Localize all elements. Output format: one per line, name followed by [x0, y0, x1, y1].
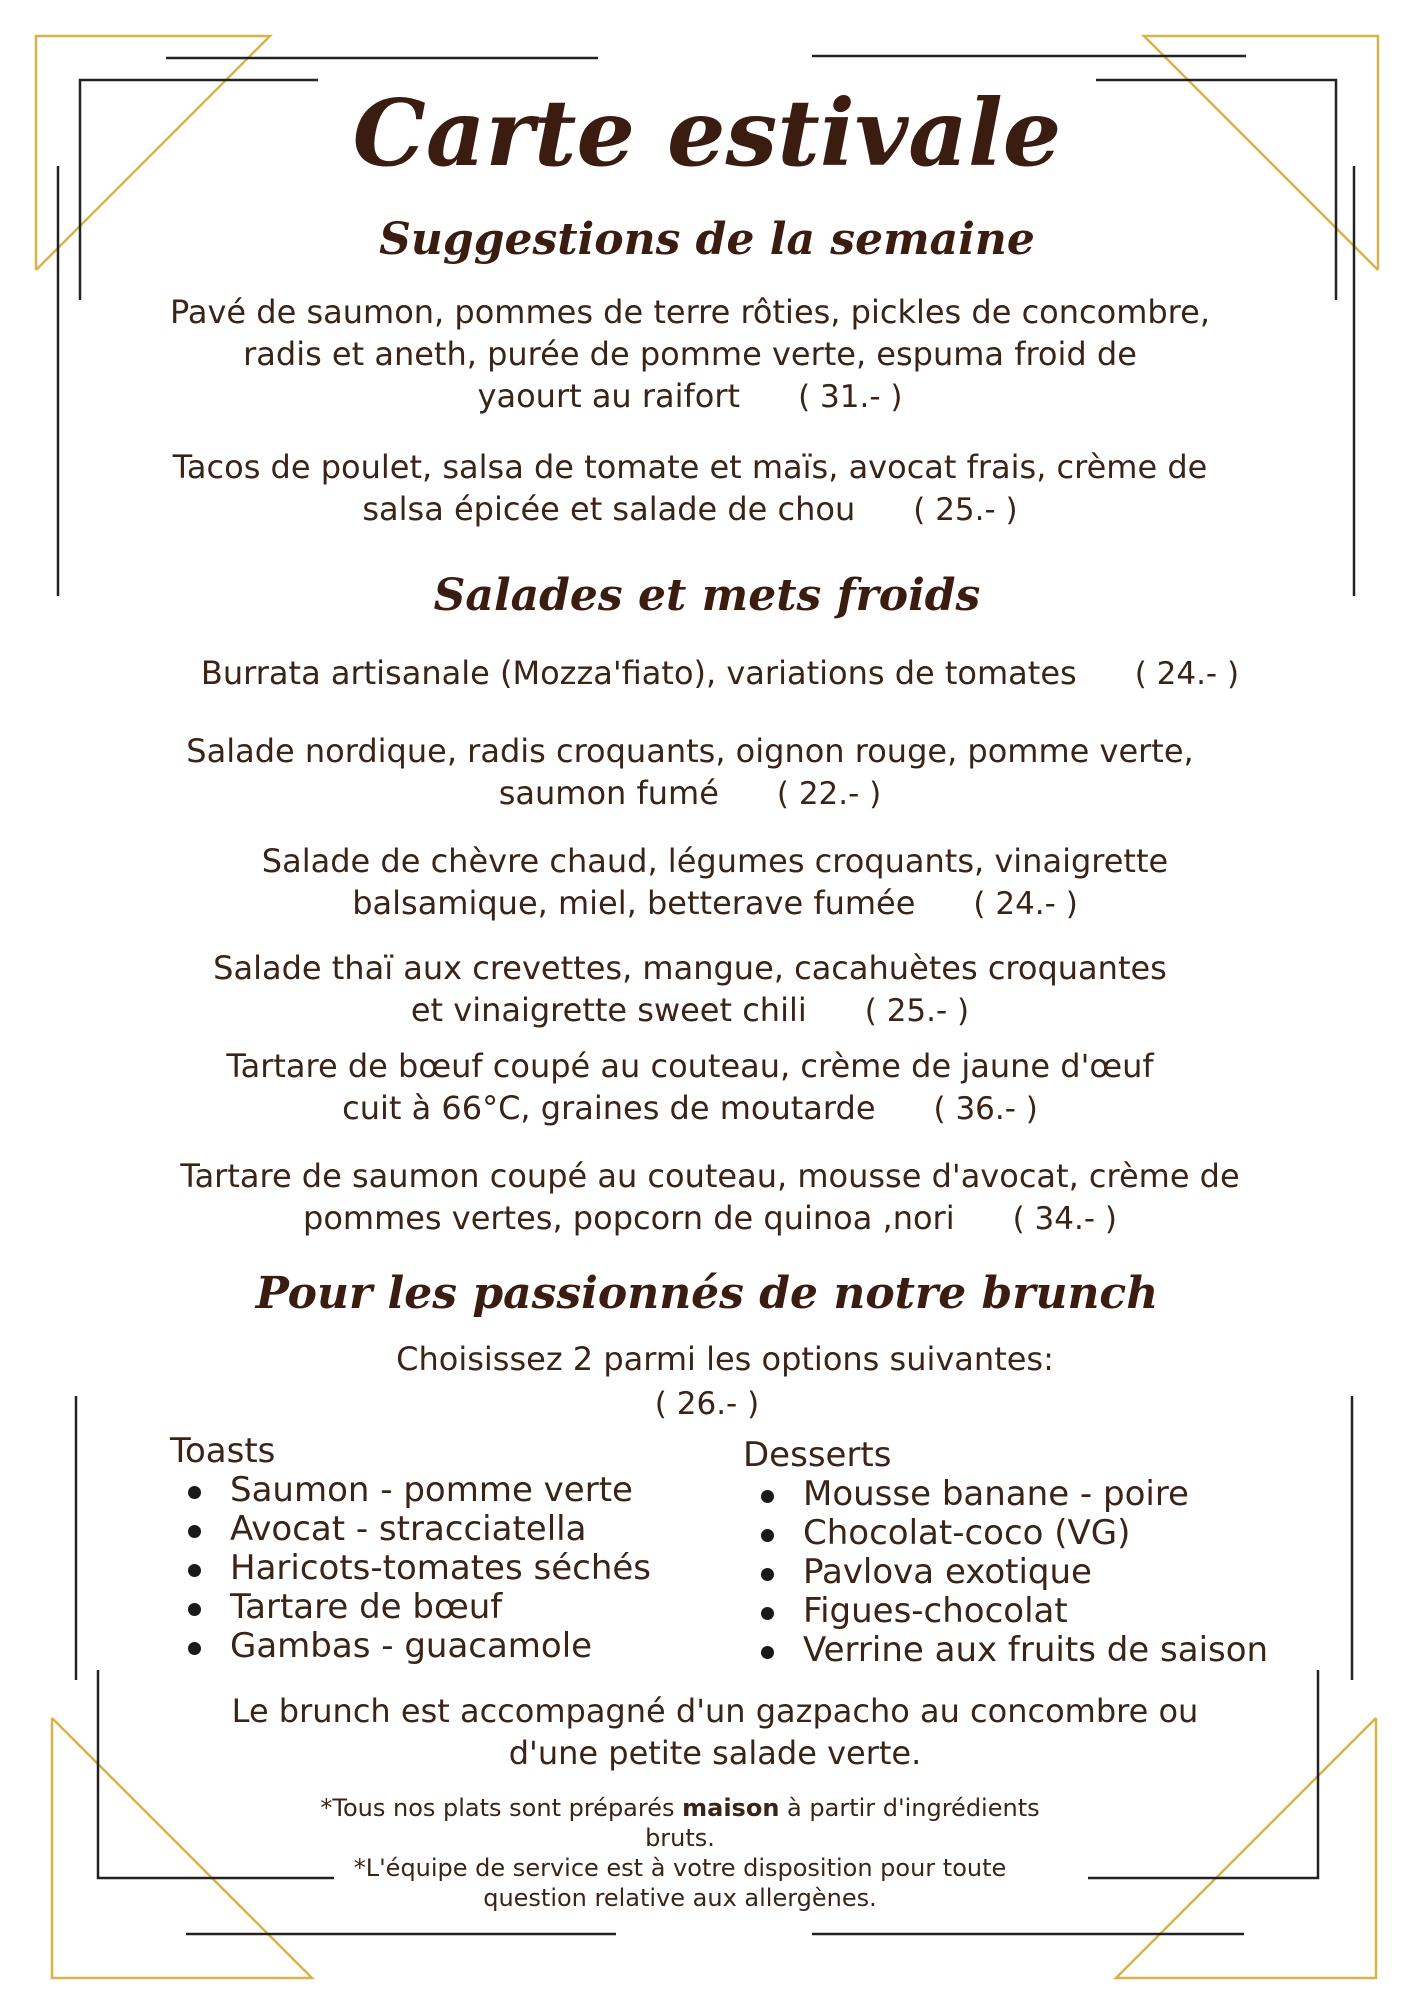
price: ( 24.- )	[973, 886, 1078, 922]
list-item: Verrine aux fruits de saison	[743, 1631, 1343, 1670]
menu-item-salade-nordique: Salade nordique, radis croquants, oignon rouge, pomme verte, saumon fumé ( 22.- )	[100, 730, 1280, 815]
menu-item-tacos-poulet: Tacos de poulet, salsa de tomate et maïs, avocat frais, crème de salsa épicée et salade de chou ( 25.- )	[100, 446, 1280, 531]
list-item: Pavlova exotique	[743, 1553, 1343, 1592]
menu-item-tartare-saumon: Tartare de saumon coupé au couteau, mousse d'avocat, crème de pommes vertes, popcorn de quinoa ,nori ( 34.- )	[100, 1155, 1320, 1240]
note-house-made: *Tous nos plats sont préparés maison à partir d'ingrédients	[320, 1794, 1040, 1822]
brunch-price: ( 26.- )	[654, 1386, 760, 1422]
price: ( 34.- )	[1012, 1201, 1117, 1237]
menu-item-burrata: Burrata artisanale (Mozza'fiato), variations de tomates ( 24.- )	[100, 652, 1340, 695]
menu-item-pave-saumon: Pavé de saumon, pommes de terre rôties, pickles de concombre, radis et aneth, purée de pomme verte, espuma froid de yaourt au raifort ( 31.- )	[100, 291, 1280, 418]
section-heading-salades: Salades et mets froids	[433, 570, 981, 621]
brunch-intro: Choisissez 2 parmi les options suivantes:	[396, 1340, 1054, 1378]
toasts-heading: Toasts	[170, 1431, 276, 1471]
desserts-heading: Desserts	[743, 1435, 892, 1475]
menu-item-tartare-boeuf: Tartare de bœuf coupé au couteau, crème de jaune d'œuf cuit à 66°C, graines de moutarde ( 36.- )	[100, 1045, 1280, 1130]
section-heading-suggestions: Suggestions de la semaine	[379, 214, 1035, 265]
list-item: Mousse banane - poire	[743, 1475, 1343, 1514]
menu-item-salade-thai: Salade thaï aux crevettes, mangue, cacahuètes croquantes et vinaigrette sweet chili ( 25.- )	[100, 947, 1280, 1032]
desserts-list	[743, 1436, 1343, 1670]
price: ( 25.- )	[913, 492, 1018, 528]
list-item: Avocat - stracciatella	[170, 1510, 730, 1549]
list-item: Tartare de bœuf	[170, 1588, 730, 1627]
toasts-list	[170, 1432, 730, 1666]
price: ( 36.- )	[933, 1091, 1038, 1127]
footnotes: *Tous nos plats sont préparés maison à partir d'ingrédients bruts. *L'équipe de service est à votre disposition pour toute question relative aux allergènes.	[100, 1793, 1260, 1913]
list-item: Gambas - guacamole	[170, 1627, 730, 1666]
brunch-accompaniment: Le brunch est accompagné d'un gazpacho au concombre ou d'une petite salade verte.	[231, 1692, 1199, 1772]
note-allergens: *L'équipe de service est à votre disposition pour toute	[353, 1854, 1007, 1882]
menu-item-salade-chevre: Salade de chèvre chaud, légumes croquants, vinaigrette balsamique, miel, betterave fumée ( 24.- )	[100, 840, 1330, 925]
page-title: Carte estivale	[352, 79, 1062, 187]
price: ( 25.- )	[864, 993, 970, 1029]
list-item: Haricots-tomates séchés	[170, 1549, 730, 1588]
section-heading-brunch: Pour les passionnés de notre brunch	[255, 1268, 1159, 1319]
list-item: Chocolat-coco (VG)	[743, 1514, 1343, 1553]
list-item: Figues-chocolat	[743, 1592, 1343, 1631]
list-item: Saumon - pomme verte	[170, 1471, 730, 1510]
price: ( 31.- )	[798, 379, 903, 415]
price: ( 24.- )	[1134, 656, 1240, 692]
price: ( 22.- )	[776, 776, 882, 812]
